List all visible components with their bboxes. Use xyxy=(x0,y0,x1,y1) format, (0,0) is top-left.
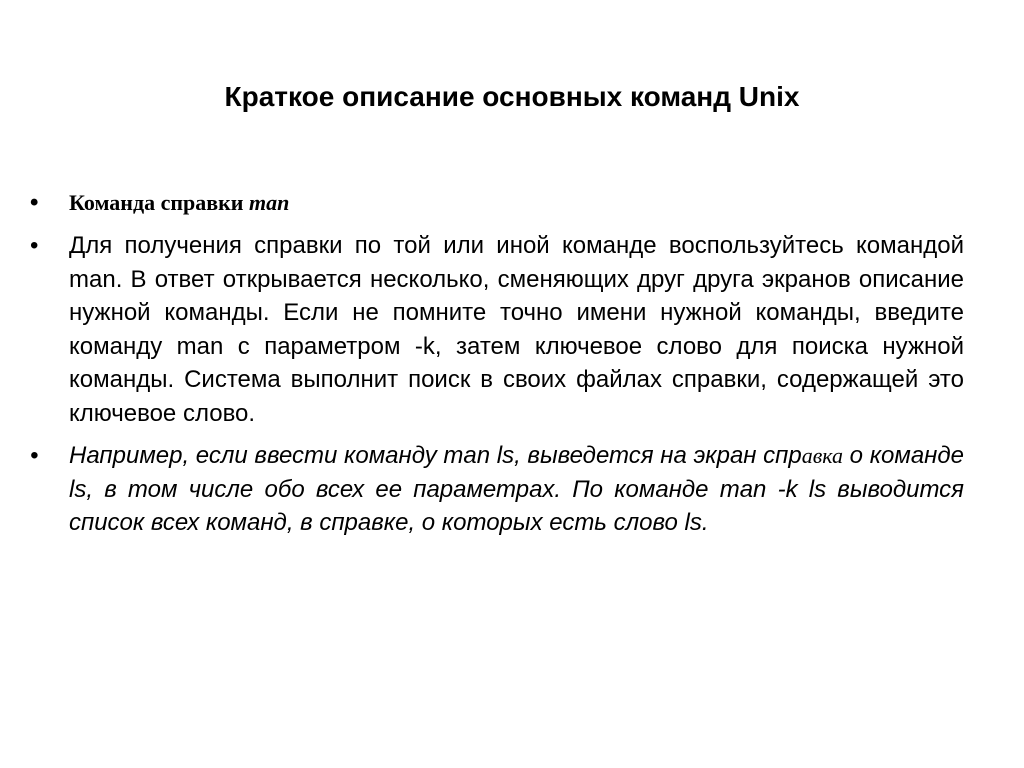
bullet-icon: • xyxy=(30,232,39,259)
help-description-text: Для получения справки по той или иной команде воспользуйтесь командой man. В ответ открывается несколько, сменяющих друг друга экранов описание нужной команды. Если не помните точно имени нужной команды, введите команду man с параметром -k, затем ключевое слово для поиска нужной команды. Система выполнит поиск в своих файлах справки, содержащей это ключевое слово. xyxy=(69,232,964,427)
bullet-icon: • xyxy=(30,442,39,469)
bullet-icon: • xyxy=(30,189,39,216)
example-text-part3: о команде ls, в том числе обо всех ее параметрах. По команде man -k ls выводится список всех команд, в справке, о которых есть слово ls. xyxy=(69,442,964,536)
bullet-list xyxy=(30,186,964,540)
list-item-help-command xyxy=(30,186,964,220)
list-item-example xyxy=(30,439,964,540)
example-text-part2: авка xyxy=(801,443,844,468)
example-text-part1: Например, если ввести команду man ls, выведется на экран спр xyxy=(69,442,802,469)
list-item-help-description xyxy=(30,229,964,430)
slide-title: Краткое описание основных команд Unix xyxy=(224,81,800,112)
help-command-label: Команда справки xyxy=(69,190,249,215)
help-command-name: man xyxy=(249,190,290,215)
